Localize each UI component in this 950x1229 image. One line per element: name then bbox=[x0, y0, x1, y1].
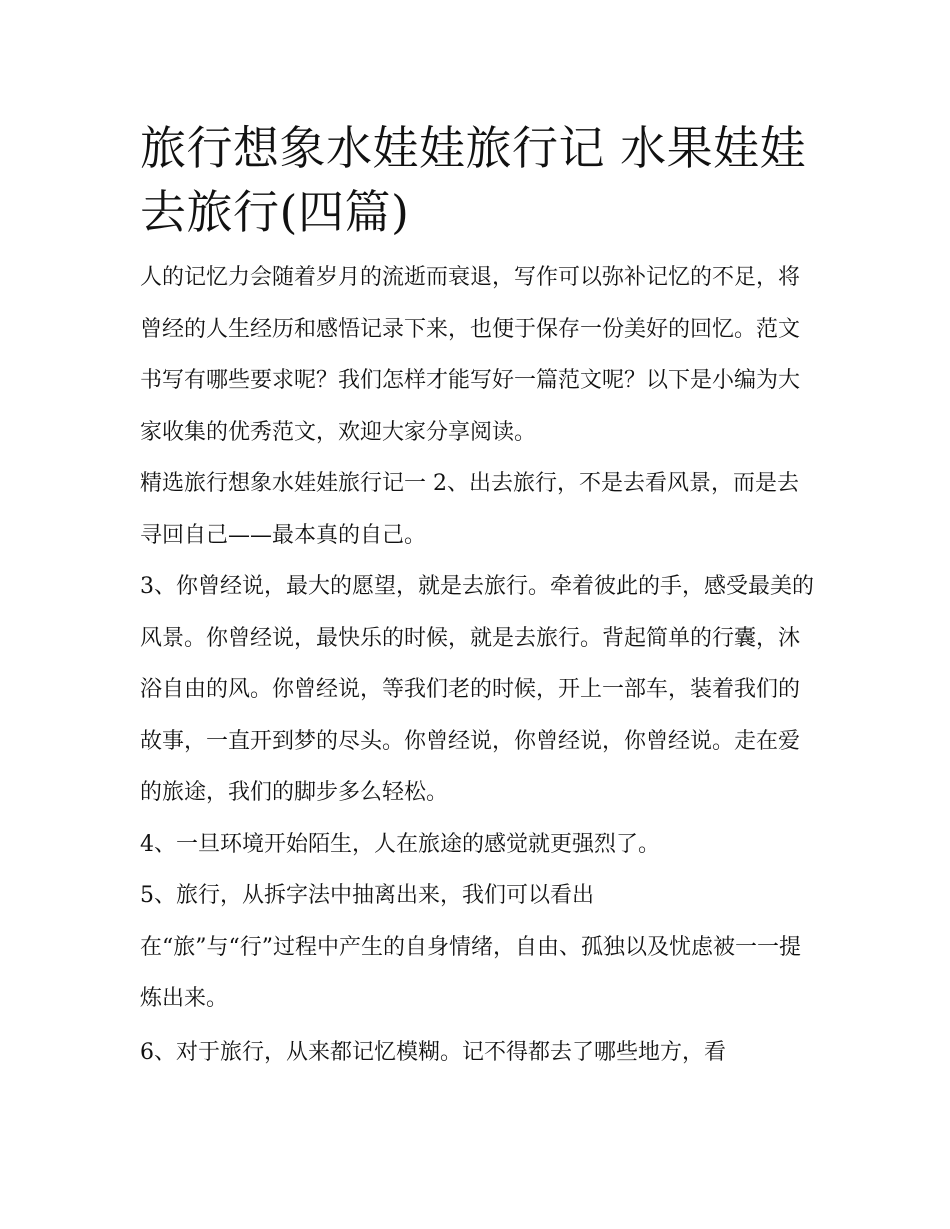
paragraph-item-4: 4、一旦环境开始陌生，人在旅途的感觉就更强烈了。 bbox=[140, 831, 660, 857]
document-page bbox=[140, 116, 815, 1078]
paragraph-item-3: 3、你曾经说，最大的愿望，就是去旅行。牵着彼此的手，感受最美的风景。你曾经说，最快乐的时候，就是去旅行。背起简单的行囊，沐浴自由的风。你曾经说，等我们老的时候，开上一部车，装着我们的故事，一直开到梦的尽头。你曾经说，你曾经说，你曾经说。走在爱的旅途，我们的脚步多么轻松。 bbox=[140, 574, 814, 805]
paragraph-item-2: 精选旅行想象水娃娃旅行记一 2、出去旅行，不是去看风景，而是去寻回自己——最本真的自己。 bbox=[140, 471, 799, 548]
intro-paragraph: 人的记忆力会随着岁月的流逝而衰退，写作可以弥补记忆的不足，将曾经的人生经历和感悟记录下来，也便于保存一份美好的回忆。范文书写有哪些要求呢？我们怎样才能写好一篇范文呢？以下是小编为大家收集的优秀范文，欢迎大家分享阅读。 bbox=[140, 265, 801, 445]
paragraph-item-5-line-2: 在“旅”与“行”过程中产生的自身情绪，自由、孤独以及忧虑被一一提炼出来。 bbox=[140, 934, 801, 1011]
paragraph-item-5-line-1: 5、旅行，从拆字法中抽离出来，我们可以看出 bbox=[140, 883, 594, 908]
document-title: 旅行想象水娃娃旅行记 水果娃娃去旅行(四篇) bbox=[140, 121, 807, 239]
paragraph-item-6: 6、对于旅行，从来都记忆模糊。记不得都去了哪些地方，看 bbox=[140, 1039, 726, 1065]
